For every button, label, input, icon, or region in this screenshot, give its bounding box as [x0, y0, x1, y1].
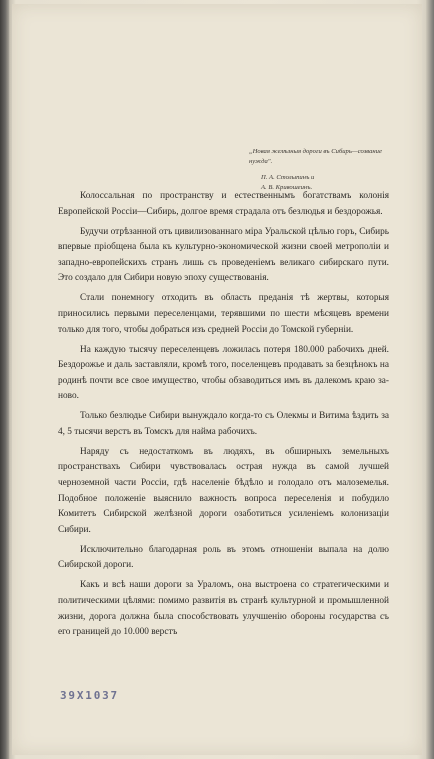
epigraph-author-line1: П. А. Столыпинъ и: [261, 174, 315, 182]
body-text: [58, 189, 389, 645]
paragraph-4: На каждую тысячу переселенцевъ ложилась потеря 180.000 рабочихъ дней. Бездорожье и даль заставляли, кромѣ того, поселенцевъ продавать за безцѣнокъ на родинѣ почти все свое имущество, чтобы обзаводиться имъ въ далекомъ краю за-ново.: [58, 344, 389, 402]
paragraph-5: Только безлюдье Сибири вынуждало когда-то съ Олекмы и Витима ѣздить за 4, 5 тысячи верстъ въ Томскъ для найма рабочихъ.: [58, 411, 389, 437]
page-right-edge: [426, 0, 434, 759]
library-stamp: 39X1037: [60, 689, 119, 702]
paragraph-7: Исключительно благодарная роль въ этомъ отношеніи выпала на долю Сибирской дороги.: [58, 544, 389, 571]
paragraph-6: Наряду съ недостаткомъ въ людяхъ, въ обширныхъ земельныхъ пространствахъ Сибири чувствовалась острая нужда въ самой лучшей черноземной части Россіи, гдѣ населеніе бѣдѣло и голодало отъ малоземелья. Подобное положеніе выяснило важность вопроса переселенія и побудило Комитетъ Сибирской желѣзной дороги озаботиться усиленіемъ колонизаціи Сибири.: [58, 446, 389, 535]
paragraph-2: Будучи отрѣзанной отъ цивилизованнаго міра Уральской цѣлью горъ, Сибирь впервые пріобщена была къ культурно-экономической жизни своей метрополіи и западно-европейскихъ странъ лишь съ проведеніемъ великаго сибирскаго пути. Это создало для Сибири новую эпоху существованія.: [58, 226, 389, 284]
paragraph-1: Колоссальная по пространству и естественнымъ богатствамъ колонія Европейской Россіи—Сибирь, долгое время страдала отъ безлюдья и бездорожья.: [58, 191, 389, 217]
book-spine-edge: [0, 0, 9, 759]
paragraph-3: Стали понемногу отходить въ область преданія тѣ жертвы, которыя приносились первыми переселенцами, терявшими по шести мѣсяцевъ времени только для того, чтобы добраться изъ средней Россіи до Томской губерніи.: [58, 293, 389, 335]
epigraph: [249, 147, 389, 192]
epigraph-author-line2: А. В. Кривошеинъ.: [261, 183, 313, 191]
epigraph-quote: „Новая желѣзныя дороги въ Сибирь—созвание нужда".: [249, 148, 382, 165]
paragraph-8: Какъ и всѣ наши дороги за Ураломъ, она выстроена со стратегическими и политическими цѣлями: помимо развитія въ странѣ культурной и промышленной жизни, дорога должна была способствовать улучшенію обороны государства съ его границей до 10.000 верстъ: [58, 580, 389, 638]
